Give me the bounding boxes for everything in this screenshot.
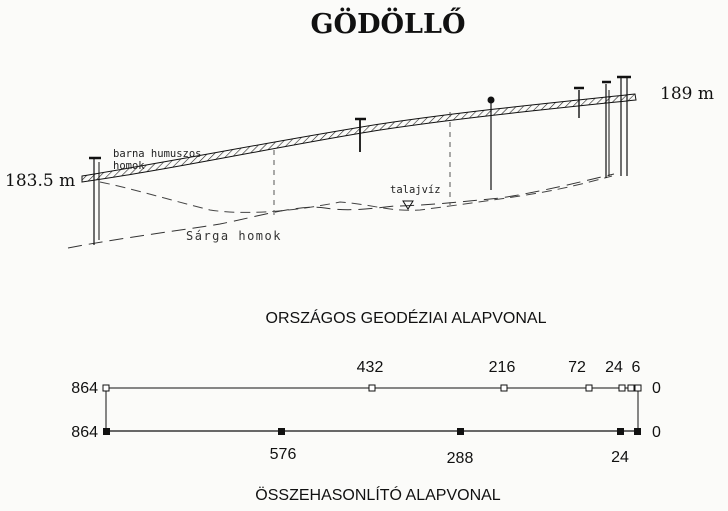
surface-layer — [82, 94, 636, 182]
surface-soil-label-line2: homok — [113, 160, 145, 172]
borehole — [355, 119, 366, 152]
page-title: GÖDÖLLŐ — [310, 9, 466, 40]
comparison-marker-label: 288 — [446, 450, 474, 467]
subsoil-boundary-line — [68, 174, 614, 248]
baseline-marker — [457, 428, 464, 435]
comparison-start-label: 864 — [71, 424, 98, 441]
groundwater-table-line — [100, 176, 612, 212]
baseline-marker — [628, 385, 634, 391]
baseline-marker — [278, 428, 285, 435]
comparison-marker-label: 24 — [611, 449, 629, 466]
baseline-marker — [634, 428, 641, 435]
baseline-marker — [635, 385, 641, 391]
national-baseline — [103, 385, 641, 431]
soil-profile — [68, 77, 636, 248]
national-marker-label: 216 — [488, 359, 516, 376]
comparison-baseline-heading: ÖSSZEHASONLÍTÓ ALAPVONAL — [255, 487, 501, 504]
borehole — [617, 77, 631, 176]
national-marker-label: 24 — [605, 359, 623, 376]
surface-soil-label: barna humuszos — [113, 148, 202, 160]
groundwater-symbol — [403, 201, 413, 209]
national-marker-label: 6 — [631, 359, 641, 376]
baseline-marker — [369, 385, 375, 391]
baseline-marker — [103, 385, 109, 391]
baseline-marker — [103, 428, 110, 435]
baseline-marker — [619, 385, 625, 391]
national-baseline-heading: ORSZÁGOS GEODÉZIAI ALAPVONAL — [265, 310, 547, 327]
groundwater-label: talajvíz — [390, 184, 441, 196]
baseline-marker — [617, 428, 624, 435]
comparison-end-label: 0 — [652, 424, 661, 441]
national-start-label: 864 — [71, 380, 98, 397]
national-end-label: 0 — [652, 380, 661, 397]
right-elevation-label: 189 m — [660, 84, 714, 104]
national-marker-label: 72 — [568, 359, 586, 376]
comparison-baseline — [103, 428, 641, 435]
comparison-marker-label: 576 — [269, 446, 297, 463]
baseline-marker — [586, 385, 592, 391]
subsoil-label: Sárga homok — [186, 229, 282, 243]
borehole — [89, 158, 101, 245]
left-elevation-label: 183.5 m — [5, 171, 76, 191]
baseline-marker — [501, 385, 507, 391]
national-marker-label: 432 — [356, 359, 384, 376]
